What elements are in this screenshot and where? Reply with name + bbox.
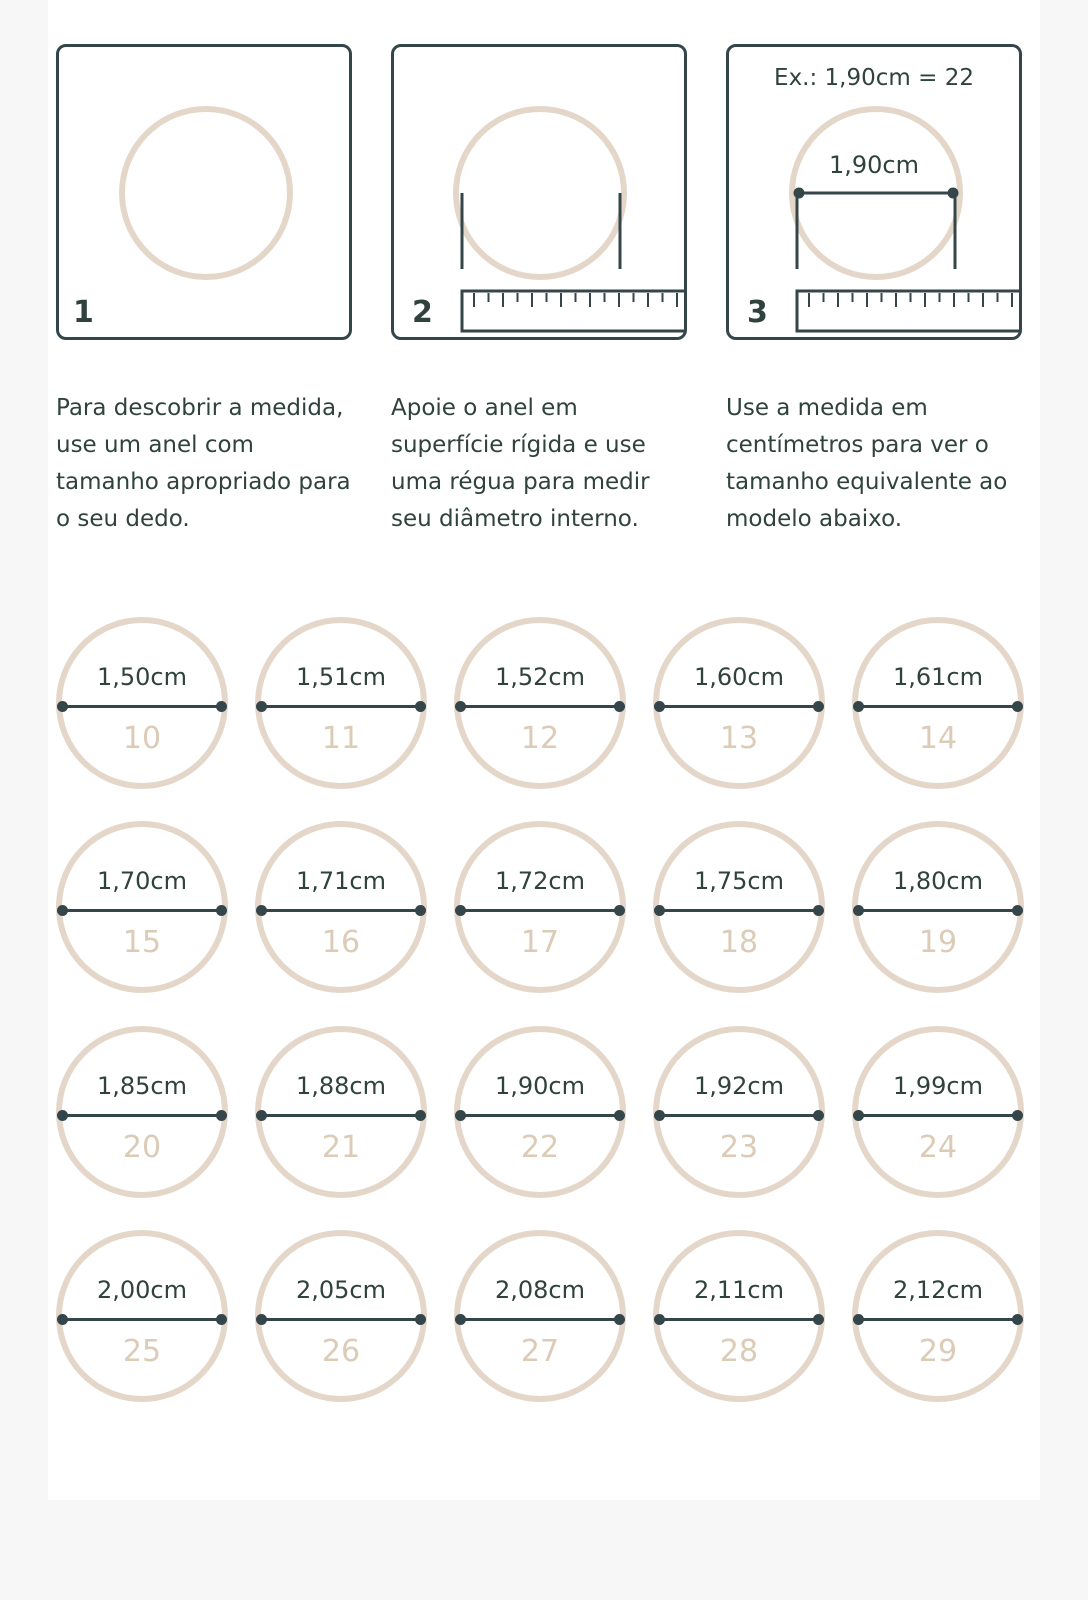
diameter-line [457, 705, 623, 708]
endpoint-dot [614, 1110, 625, 1121]
endpoint-dot [614, 1314, 625, 1325]
ring-size-item [852, 821, 1024, 993]
ring-size-number: 22 [520, 1130, 560, 1165]
endpoint-dot [654, 701, 665, 712]
ring-size-item [255, 1230, 427, 1402]
endpoint-dot [415, 701, 426, 712]
ring-ruler-illustration [394, 47, 684, 337]
ring-size-item [255, 821, 427, 993]
endpoint-dot [415, 1314, 426, 1325]
ring-diameter: 1,92cm [693, 1072, 784, 1100]
endpoint-dot [216, 1110, 227, 1121]
measure-label: 1,90cm [828, 151, 919, 179]
ring-size-number: 11 [321, 721, 361, 756]
ring-size-item [454, 821, 626, 993]
endpoint-dot [654, 905, 665, 916]
endpoint-dot [1012, 1110, 1023, 1121]
ring-diameter: 1,75cm [693, 867, 784, 895]
ring-size-item [653, 821, 825, 993]
endpoint-dot [415, 1110, 426, 1121]
ring-diameter: 1,90cm [494, 1072, 585, 1100]
ring-diameter: 1,61cm [892, 663, 983, 691]
ring-size-number: 14 [918, 721, 958, 756]
endpoint-dot [654, 1314, 665, 1325]
endpoint-dot [614, 701, 625, 712]
ring-diameter: 2,12cm [892, 1276, 983, 1304]
step-1-panel [56, 44, 352, 340]
endpoint-dot [614, 905, 625, 916]
ring-size-item [852, 1230, 1024, 1402]
endpoint-dot [256, 1110, 267, 1121]
step-3-panel [726, 44, 1022, 340]
ring-size-number: 27 [520, 1334, 560, 1369]
ring-size-number: 18 [719, 925, 759, 960]
diameter-line [656, 909, 822, 912]
endpoint-dot [853, 1314, 864, 1325]
endpoint-dot [216, 701, 227, 712]
diameter-line [258, 1114, 424, 1117]
ring-size-item [653, 1230, 825, 1402]
ring-diameter: 1,52cm [494, 663, 585, 691]
diameter-line [258, 909, 424, 912]
diameter-line [855, 1318, 1021, 1321]
ring-illustration [59, 47, 349, 337]
endpoint-dot [813, 1110, 824, 1121]
diameter-line [59, 1318, 225, 1321]
ring-size-item [255, 617, 427, 789]
ruler-icon [797, 291, 1019, 331]
ring-diameter: 1,72cm [494, 867, 585, 895]
endpoint-dot [813, 701, 824, 712]
ring-size-item [454, 1230, 626, 1402]
diameter-line [457, 1114, 623, 1117]
diameter-line [59, 1114, 225, 1117]
ring-size-item [56, 821, 228, 993]
diameter-line [59, 705, 225, 708]
endpoint-dot [57, 1110, 68, 1121]
step-3-description: Use a medida em centímetros para ver o tamanho equivalente ao modelo abaixo. [726, 395, 1008, 532]
endpoint-dot [1012, 905, 1023, 916]
step-number: 1 [73, 295, 94, 330]
endpoint-dot [57, 701, 68, 712]
endpoint-dot [455, 905, 466, 916]
ring-diameter: 1,88cm [295, 1072, 386, 1100]
diameter-line [656, 1318, 822, 1321]
ring-diameter: 2,11cm [693, 1276, 784, 1304]
ring-size-number: 15 [122, 925, 162, 960]
endpoint-dot [813, 905, 824, 916]
ring-diameter: 2,00cm [96, 1276, 187, 1304]
step-number: 3 [747, 295, 768, 330]
endpoint-dot [455, 1314, 466, 1325]
ring-size-number: 24 [918, 1130, 958, 1165]
ring-size-item [255, 1026, 427, 1198]
ring-size-number: 25 [122, 1334, 162, 1369]
ring-size-number: 23 [719, 1130, 759, 1165]
diameter-line [457, 909, 623, 912]
diameter-line [656, 705, 822, 708]
ring-diameter: 1,85cm [96, 1072, 187, 1100]
ring-size-number: 29 [918, 1334, 958, 1369]
ring-size-number: 19 [918, 925, 958, 960]
endpoint-dot [654, 1110, 665, 1121]
step-2-description: Apoie o anel em superfície rígida e use uma régua para medir seu diâmetro interno. [391, 395, 650, 532]
diameter-line [855, 909, 1021, 912]
endpoint-dot [57, 1314, 68, 1325]
diameter-line [855, 1114, 1021, 1117]
endpoint-dot [57, 905, 68, 916]
ring-size-number: 17 [520, 925, 560, 960]
step-number: 2 [412, 295, 433, 330]
ring-size-item [454, 1026, 626, 1198]
ring-size-number: 28 [719, 1334, 759, 1369]
ring-diameter: 1,71cm [295, 867, 386, 895]
diameter-line [855, 705, 1021, 708]
endpoint-dot [813, 1314, 824, 1325]
ring-size-number: 12 [520, 721, 560, 756]
ring-size-number: 20 [122, 1130, 162, 1165]
ring-size-item [56, 1026, 228, 1198]
ring-size-number: 21 [321, 1130, 361, 1165]
ring-size-item [852, 1026, 1024, 1198]
ring-diameter: 1,80cm [892, 867, 983, 895]
endpoint-dot [1012, 701, 1023, 712]
ring-size-number: 10 [122, 721, 162, 756]
ring-diameter: 1,50cm [96, 663, 187, 691]
endpoint-dot [853, 1110, 864, 1121]
diameter-line [656, 1114, 822, 1117]
ring-size-number: 16 [321, 925, 361, 960]
endpoint-dot [455, 701, 466, 712]
step-1-description: Para descobrir a medida, use um anel com tamanho apropriado para o seu dedo. [56, 395, 351, 532]
diameter-line [59, 909, 225, 912]
ring-size-item [852, 617, 1024, 789]
step-2-panel [391, 44, 687, 340]
endpoint-dot [216, 905, 227, 916]
endpoint-dot [256, 701, 267, 712]
ring-size-number: 26 [321, 1334, 361, 1369]
endpoint-dot [1012, 1314, 1023, 1325]
ring-measure-illustration [729, 47, 1019, 337]
ring-size-item [56, 1230, 228, 1402]
endpoint-dot [256, 1314, 267, 1325]
diameter-line [457, 1318, 623, 1321]
ring-diameter: 1,99cm [892, 1072, 983, 1100]
endpoint-dot [853, 905, 864, 916]
endpoint-dot [853, 701, 864, 712]
ring-diameter: 2,08cm [494, 1276, 585, 1304]
ring-size-number: 13 [719, 721, 759, 756]
ring-size-item [653, 617, 825, 789]
ring-diameter: 1,70cm [96, 867, 187, 895]
diameter-line [258, 705, 424, 708]
endpoint-dot [455, 1110, 466, 1121]
ring-diameter: 1,51cm [295, 663, 386, 691]
endpoint-dot [415, 905, 426, 916]
ring-size-item [56, 617, 228, 789]
ring-diameter: 1,60cm [693, 663, 784, 691]
ring-diameter: 2,05cm [295, 1276, 386, 1304]
ring-size-guide [48, 0, 1040, 1500]
example-text: Ex.: 1,90cm = 22 [774, 65, 974, 91]
endpoint-dot [216, 1314, 227, 1325]
endpoint-dot [256, 905, 267, 916]
ruler-icon [462, 291, 684, 331]
diameter-line [258, 1318, 424, 1321]
ring-size-item [454, 617, 626, 789]
ring-size-item [653, 1026, 825, 1198]
